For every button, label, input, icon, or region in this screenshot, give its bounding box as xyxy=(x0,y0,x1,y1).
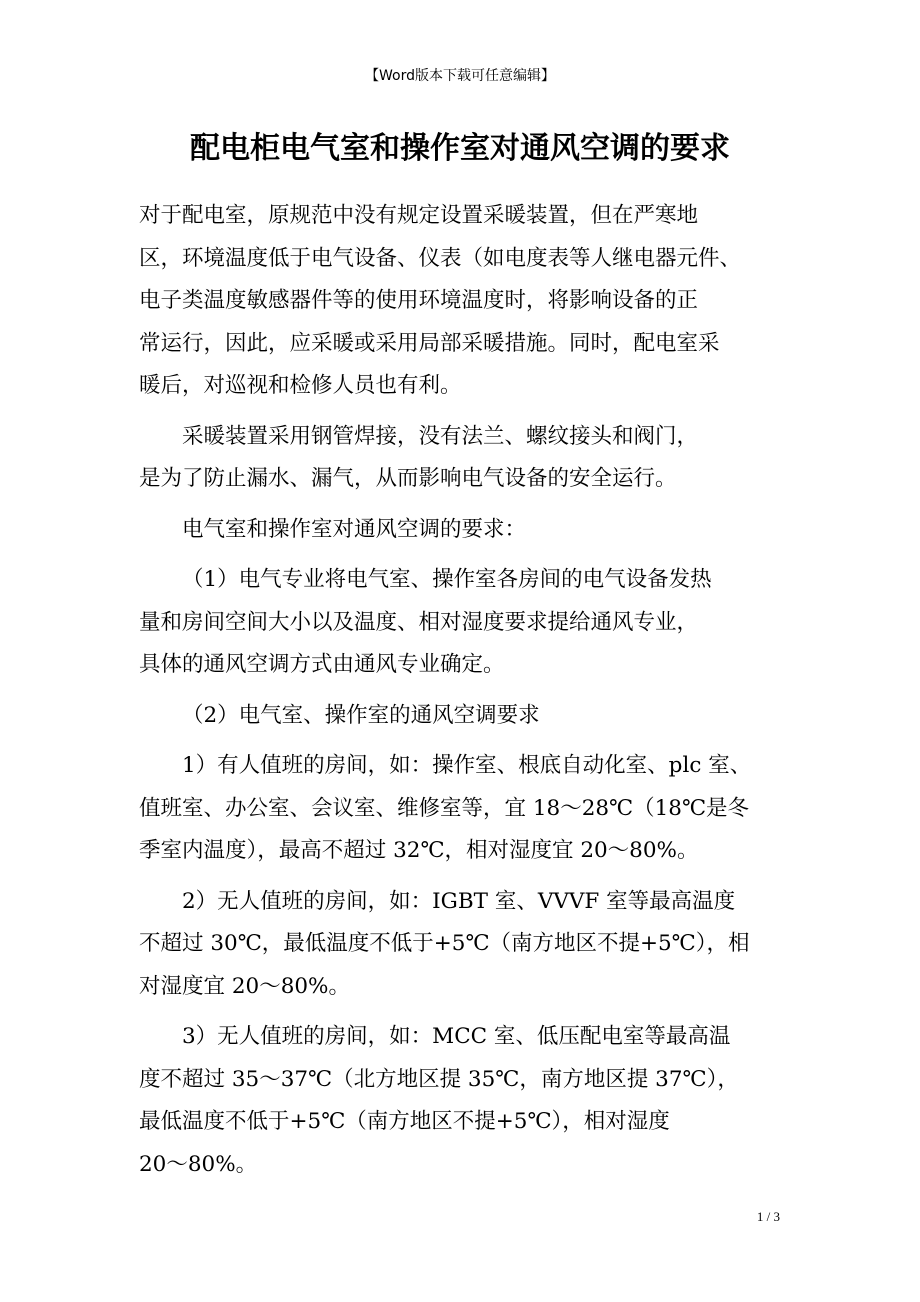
paragraph-subitem-2 xyxy=(139,881,784,1009)
document-body xyxy=(139,195,784,1194)
paragraph-line: 值班室、办公室、会议室、维修室等，宜 18～28℃（18℃是冬 xyxy=(139,795,750,821)
paragraph-heating-requirement xyxy=(139,195,784,408)
paragraph-heating-device xyxy=(139,416,784,501)
paragraph-line: 暖后，对巡视和检修人员也有利。 xyxy=(139,373,462,398)
paragraph-line: 季室内温度），最高不超过 32℃，相对湿度宜 20～80%。 xyxy=(139,838,699,863)
paragraph-line: 对于配电室，原规范中没有规定设置采暖装置，但在严寒地 xyxy=(139,203,699,228)
paragraph-line: 3）无人值班的房间，如：MCC 室、低压配电室等最高温 xyxy=(182,1024,731,1049)
header-note: 【Word版本下载可任意编辑】 xyxy=(365,68,555,84)
paragraph-item-1 xyxy=(139,559,784,687)
paragraph-section-heading xyxy=(139,509,784,552)
paragraph-line: 电气室和操作室对通风空调的要求： xyxy=(182,516,527,542)
paragraph-line: 1）有人值班的房间，如：操作室、根底自动化室、plc 室、 xyxy=(182,753,752,778)
paragraph-line: 2）无人值班的房间，如：IGBT 室、VVVF 室等最高温度 xyxy=(182,888,736,914)
paragraph-line: （2）电气室、操作室的通风空调要求 xyxy=(182,702,540,728)
paragraph-line: 对湿度宜 20～80%。 xyxy=(139,973,350,999)
paragraph-line: 具体的通风空调方式由通风专业确定。 xyxy=(139,652,505,677)
paragraph-line: 量和房间空间大小以及温度、相对湿度要求提给通风专业， xyxy=(139,609,699,635)
paragraph-line: 电子类温度敏感器件等的使用环境温度时，将影响设备的正 xyxy=(139,288,699,313)
paragraph-subitem-3 xyxy=(139,1016,784,1186)
paragraph-line: 常运行，因此，应采暖或采用局部采暖措施。同时，配电室采 xyxy=(139,330,720,356)
paragraph-line: 采暖装置采用钢管焊接，没有法兰、螺纹接头和阀门， xyxy=(182,423,699,449)
paragraph-line: 是为了防止漏水、漏气，从而影响电气设备的安全运行。 xyxy=(139,466,677,491)
paragraph-line: 最低温度不低于+5℃（南方地区不提+5℃），相对湿度 xyxy=(139,1109,670,1134)
paragraph-item-2 xyxy=(139,695,784,738)
document-title: 配电柜电气室和操作室对通风空调的要求 xyxy=(190,131,730,166)
paragraph-line: 不超过 30℃，最低温度不低于+5℃（南方地区不提+5℃），相 xyxy=(139,931,750,956)
paragraph-subitem-1 xyxy=(139,745,784,873)
paragraph-line: 度不超过 35～37℃（北方地区提 35℃，南方地区提 37℃）， xyxy=(139,1066,739,1092)
page-number: 1 / 3 xyxy=(756,1209,780,1224)
paragraph-line: 区，环境温度低于电气设备、仪表（如电度表等人继电器元件、 xyxy=(139,245,742,271)
paragraph-line: （1）电气专业将电气室、操作室各房间的电气设备发热 xyxy=(182,567,712,592)
paragraph-line: 20～80%。 xyxy=(139,1151,258,1177)
